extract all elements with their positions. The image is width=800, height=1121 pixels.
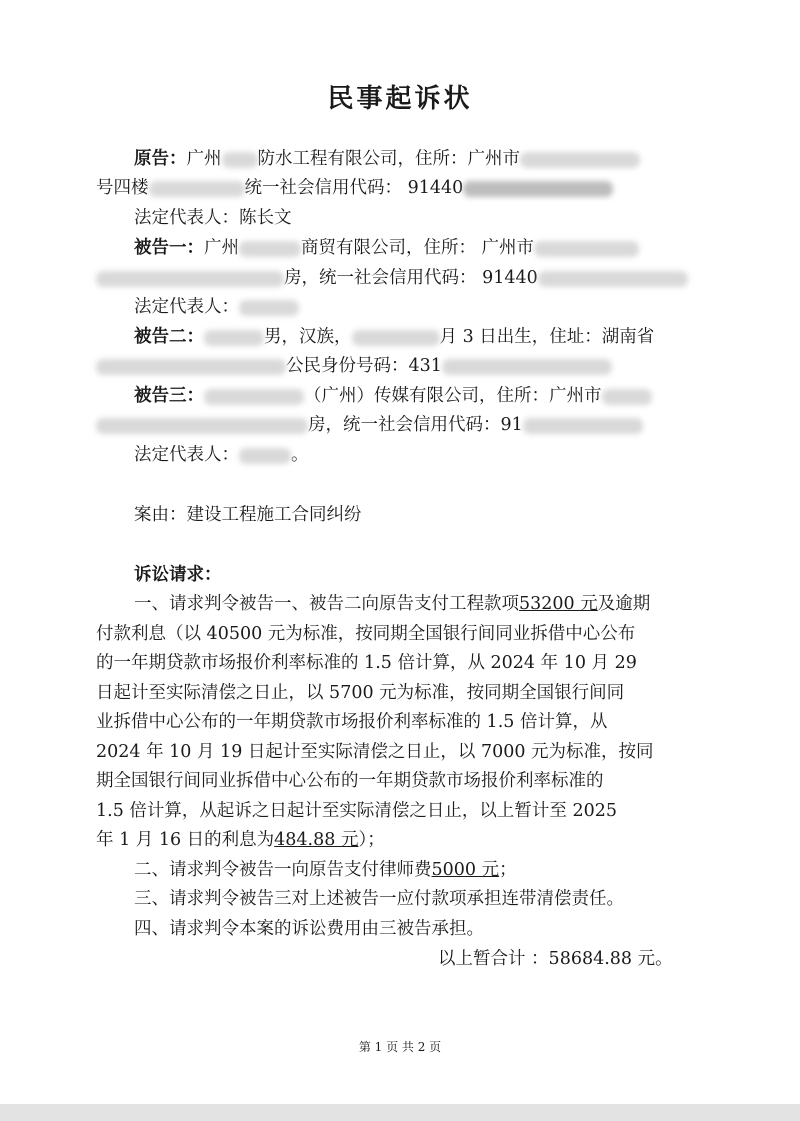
- defendant1-credit-code: 91440: [482, 268, 538, 288]
- redaction: [520, 152, 640, 168]
- claim1-text: 年 1 月 16 日的利息为: [96, 830, 275, 850]
- plaintiff-rep: 法定代表人：陈长文: [134, 208, 292, 228]
- defendant1-text: 商贸有限公司，住所： 广州市: [301, 238, 535, 258]
- page-footer: 第 1 页 共 2 页: [358, 1040, 442, 1054]
- redaction: [149, 181, 245, 197]
- plaintiff-label: 原告：: [134, 149, 187, 169]
- defendant1-text: 房，统一社会信用代码：: [284, 268, 477, 288]
- defendant3-line-2: [96, 414, 643, 436]
- case-cause: 案由：建设工程施工合同纠纷: [134, 505, 362, 525]
- claim2-end: ；: [499, 860, 517, 880]
- defendant1-line-1: [134, 237, 639, 259]
- defendant3-text: 房，统一社会信用代码：91: [308, 415, 523, 435]
- defendant3-line-1: [134, 385, 652, 407]
- redaction: [96, 271, 284, 287]
- redaction: [222, 152, 258, 168]
- claim1-text: ）；: [358, 830, 385, 850]
- claims-heading: 诉讼请求：: [134, 565, 222, 585]
- defendant1-label: 被告一：: [134, 238, 204, 258]
- defendant3-rep-line: [134, 444, 309, 466]
- claim1-line-6: 2024 年 10 月 19 日起计至实际清偿之日止，以 7000 元为标准，按同: [96, 742, 654, 762]
- claim1-line-3: 的一年期贷款市场报价利率标准的 1.5 倍计算，从 2024 年 10 月 29: [96, 653, 637, 673]
- defendant2-line-2: [96, 355, 612, 377]
- plaintiff-line-2: [96, 177, 613, 199]
- redaction: [239, 300, 299, 316]
- claim3: 三、请求判令被告三对上述被告一应付款项承担连带清偿责任。: [134, 889, 624, 909]
- defendant3-rep-end: 。: [291, 445, 309, 465]
- claim1-line-7: 期全国银行间同业拆借中心公布的一年期贷款市场报价利率标准的: [96, 771, 604, 791]
- page-bottom-edge: [0, 1104, 800, 1121]
- document-title: 民事起诉状: [327, 84, 473, 114]
- claim1-line-2: 付款利息（以 40500 元为标准，按同期全国银行间同业拆借中心公布: [96, 624, 636, 644]
- defendant2-label: 被告二：: [134, 327, 204, 347]
- defendant3-label: 被告三：: [134, 386, 204, 406]
- plaintiff-text: 防水工程有限公司，住所：广州市: [257, 149, 520, 169]
- defendant2-text: 月 3 日出生，住址：湖南省: [439, 327, 655, 347]
- defendant2-line-1: [134, 326, 654, 348]
- defendant1-rep: 法定代表人：: [134, 297, 239, 317]
- claim2-text: 二、请求判令被告一向原告支付律师费: [134, 860, 432, 880]
- redaction: [239, 241, 301, 257]
- claim1-line-1: [134, 593, 650, 615]
- defendant2-id: 公民身份号码：431: [286, 356, 442, 376]
- claim2-amount: 5000 元: [431, 860, 500, 880]
- claim1-text: 及逾期: [597, 594, 651, 614]
- defendant3-rep: 法定代表人：: [134, 445, 239, 465]
- claim4: 四、请求判令本案的诉讼费用由三被告承担。: [134, 919, 484, 939]
- defendant3-text: （广州）传媒有限公司，住所：广州市: [304, 386, 602, 406]
- redaction: [602, 389, 652, 405]
- redaction: [534, 241, 639, 257]
- redaction: [538, 271, 688, 287]
- claim1-amount: 53200 元: [519, 594, 598, 614]
- plaintiff-text: 统一社会信用代码：: [244, 178, 402, 198]
- claim2: [134, 859, 517, 881]
- redaction: [523, 418, 643, 434]
- redaction: [96, 418, 308, 434]
- redaction: [96, 359, 286, 375]
- plaintiff-credit-code: 91440: [407, 178, 464, 198]
- redaction: [239, 448, 291, 464]
- redaction: [442, 359, 612, 375]
- defendant1-text: 广州: [204, 238, 239, 258]
- claim1-line-9: [96, 829, 385, 851]
- claim1-text: 一、请求判令被告一、被告二向原告支付工程款项: [134, 594, 519, 614]
- defendant1-rep-line: [134, 296, 299, 318]
- plaintiff-text: 广州: [186, 149, 222, 169]
- redaction: [204, 330, 264, 346]
- claim1-line-4: 日起计至实际清偿之日止，以 5700 元为标准，按同期全国银行间同: [96, 683, 625, 703]
- claim1-interest: 484.88 元: [274, 830, 359, 850]
- defendant1-line-2: [96, 267, 688, 289]
- claim1-line-5: 业拆借中心公布的一年期贷款市场报价利率标准的 1.5 倍计算，从: [96, 712, 608, 732]
- redaction: [463, 181, 613, 197]
- total-amount: 以上暂合计 ：58684.88 元。: [438, 949, 673, 969]
- plaintiff-line-1: [134, 148, 640, 170]
- redaction: [204, 389, 304, 405]
- defendant2-text: 男，汉族，: [264, 327, 352, 347]
- redaction: [352, 330, 440, 346]
- plaintiff-text: 号四楼: [96, 178, 149, 198]
- claim1-line-8: 1.5 倍计算，从起诉之日起计至实际清偿之日止，以上暂计至 2025: [96, 801, 617, 821]
